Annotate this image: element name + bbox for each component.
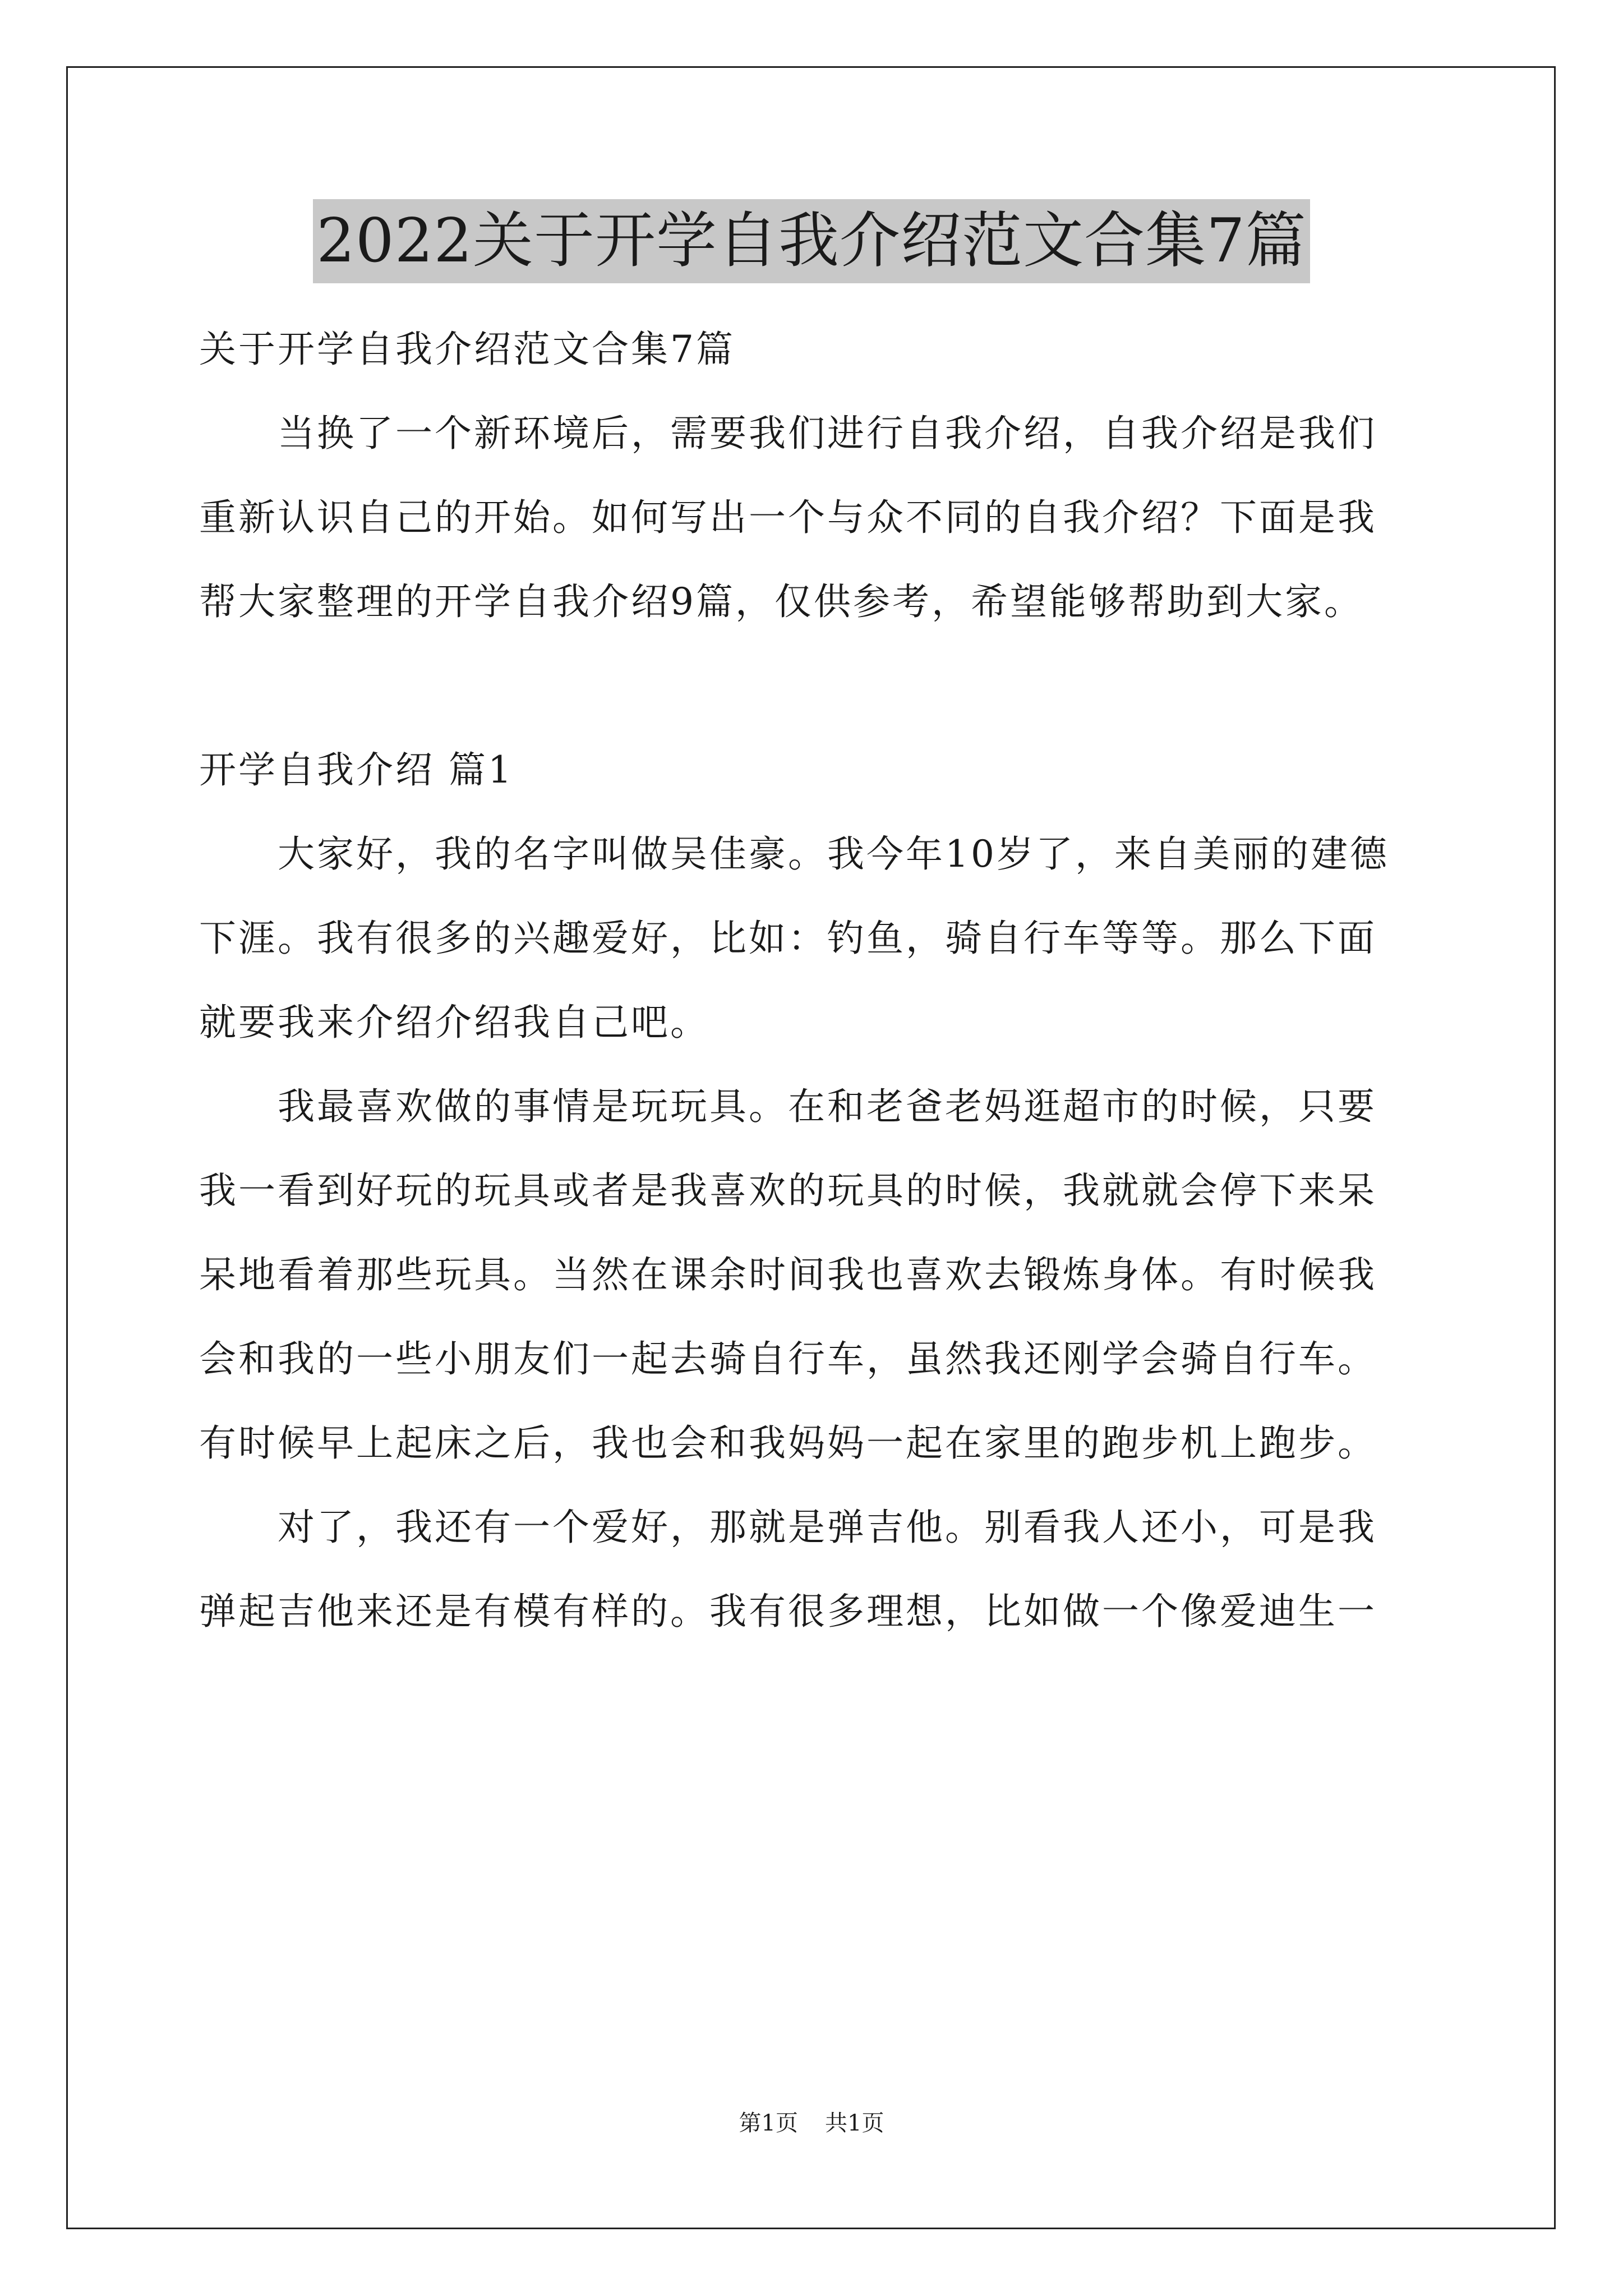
paragraph-line: 当换了一个新环境后，需要我们进行自我介绍，自我介绍是我们	[199, 412, 1377, 455]
document-body	[199, 307, 1427, 1654]
page-number-total: 共1页	[825, 2110, 884, 2136]
title-container	[0, 199, 1623, 283]
page-footer	[0, 2106, 1623, 2140]
section-heading: 开学自我介绍 篇1	[199, 748, 514, 792]
paragraph-line: 呆地看着那些玩具。当然在课余时间我也喜欢去锻炼身体。有时候我	[199, 1253, 1377, 1296]
document-title: 2022关于开学自我介绍范文合集7篇	[313, 199, 1310, 283]
paragraph-line: 帮大家整理的开学自我介绍9篇，仅供参考，希望能够帮助到大家。	[199, 580, 1363, 623]
paragraph-line: 大家好，我的名字叫做吴佳豪。我今年10岁了，来自美丽的建德	[199, 832, 1389, 876]
paragraph-line: 下涯。我有很多的兴趣爱好，比如：钓鱼，骑自行车等等。那么下面	[199, 917, 1377, 960]
page-number-current: 第1页	[739, 2110, 798, 2136]
paragraph-line: 我一看到好玩的玩具或者是我喜欢的玩具的时候，我就就会停下来呆	[199, 1169, 1377, 1212]
blank-line	[199, 644, 1427, 728]
subtitle-line: 关于开学自我介绍范文合集7篇	[199, 328, 735, 371]
paragraph-line: 对了，我还有一个爱好，那就是弹吉他。别看我人还小，可是我	[199, 1506, 1377, 1549]
paragraph-line: 有时候早上起床之后，我也会和我妈妈一起在家里的跑步机上跑步。	[199, 1421, 1377, 1465]
paragraph-line: 就要我来介绍介绍我自己吧。	[199, 1001, 709, 1044]
paragraph-line: 重新认识自己的开始。如何写出一个与众不同的自我介绍？下面是我	[199, 496, 1377, 539]
paragraph-line: 弹起吉他来还是有模有样的。我有很多理想，比如做一个像爱迪生一	[199, 1590, 1377, 1633]
paragraph-line: 我最喜欢做的事情是玩玩具。在和老爸老妈逛超市的时候，只要	[199, 1085, 1377, 1128]
paragraph-line: 会和我的一些小朋友们一起去骑自行车，虽然我还刚学会骑自行车。	[199, 1337, 1377, 1381]
